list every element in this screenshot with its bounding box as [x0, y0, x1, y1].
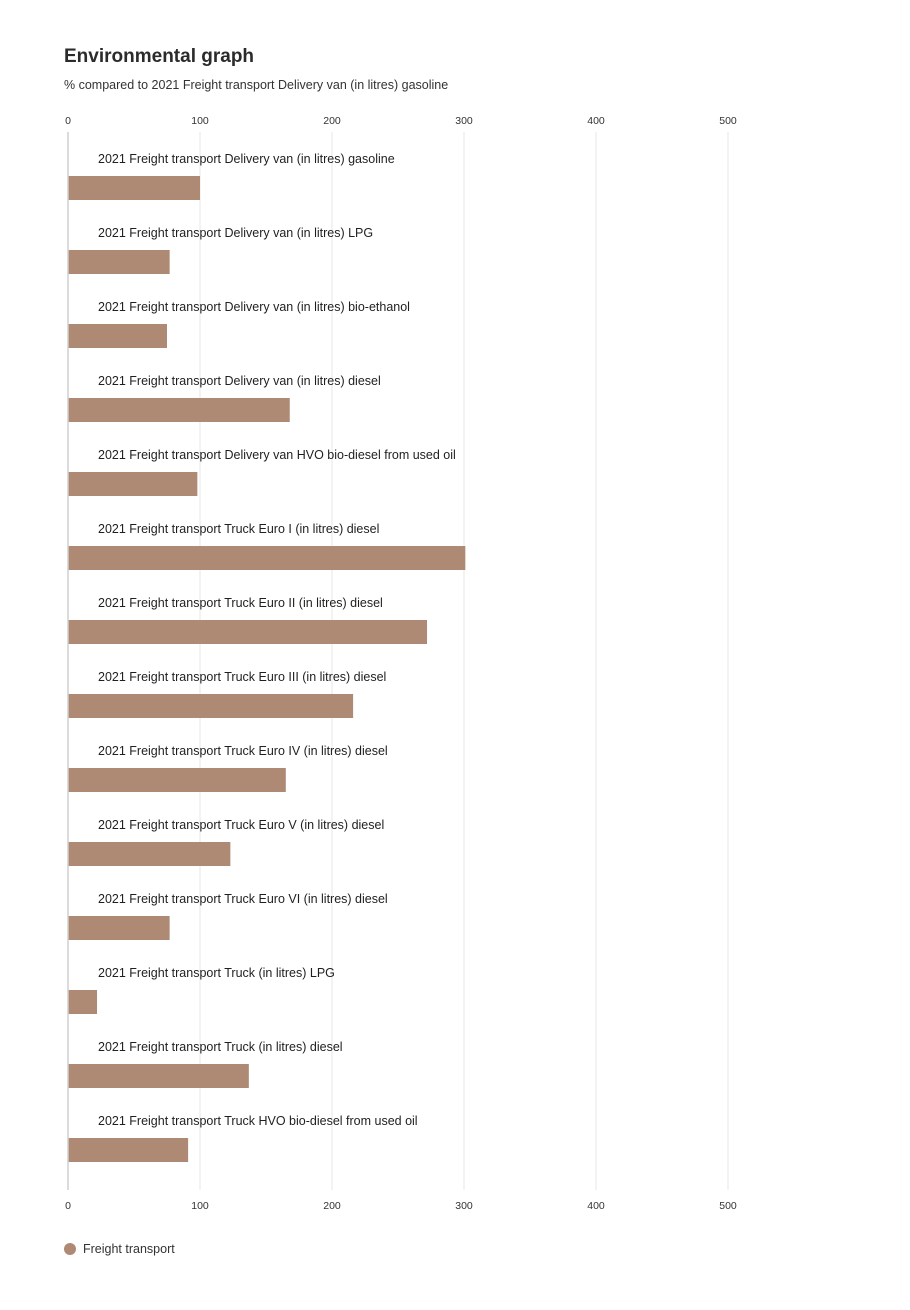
category-label: 2021 Freight transport Truck Euro VI (in litres) diesel	[98, 892, 388, 906]
category-label: 2021 Freight transport Truck Euro I (in litres) diesel	[98, 522, 380, 536]
bar	[68, 768, 286, 792]
category-label: 2021 Freight transport Truck HVO bio-diesel from used oil	[98, 1114, 418, 1128]
category-label: 2021 Freight transport Truck Euro IV (in litres) diesel	[98, 744, 388, 758]
bar	[68, 250, 170, 274]
category-label: 2021 Freight transport Truck Euro III (in litres) diesel	[98, 670, 387, 684]
bar	[68, 546, 465, 570]
category-label: 2021 Freight transport Truck Euro V (in litres) diesel	[98, 818, 385, 832]
bar	[68, 398, 290, 422]
chart-subtitle: % compared to 2021 Freight transport Delivery van (in litres) gasoline	[64, 78, 449, 92]
category-label: 2021 Freight transport Truck Euro II (in litres) diesel	[98, 596, 383, 610]
bar	[68, 1064, 249, 1088]
bar	[68, 916, 170, 940]
bar	[68, 472, 197, 496]
category-label: 2021 Freight transport Truck (in litres) LPG	[98, 966, 335, 980]
bar	[68, 1138, 188, 1162]
bottom-tick-label: 200	[323, 1200, 341, 1212]
chart-title: Environmental graph	[64, 46, 255, 67]
top-tick-label: 500	[719, 115, 737, 127]
bottom-tick-label: 500	[719, 1200, 737, 1212]
bar	[68, 694, 353, 718]
category-label: 2021 Freight transport Delivery van (in litres) diesel	[98, 374, 381, 388]
top-tick-label: 300	[455, 115, 473, 127]
bar	[68, 176, 200, 200]
bar	[68, 620, 427, 644]
category-label: 2021 Freight transport Delivery van HVO bio-diesel from used oil	[98, 448, 456, 462]
category-label: 2021 Freight transport Delivery van (in litres) bio-ethanol	[98, 300, 410, 314]
top-tick-label: 100	[191, 115, 209, 127]
top-tick-label: 200	[323, 115, 341, 127]
bottom-tick-label: 400	[587, 1200, 605, 1212]
bar	[68, 842, 230, 866]
top-tick-label: 0	[65, 115, 71, 127]
bottom-tick-label: 0	[65, 1200, 71, 1212]
category-label: 2021 Freight transport Truck (in litres) diesel	[98, 1040, 343, 1054]
legend-swatch	[64, 1243, 76, 1255]
bar	[68, 324, 167, 348]
legend-label: Freight transport	[83, 1242, 175, 1256]
bottom-tick-label: 100	[191, 1200, 209, 1212]
category-label: 2021 Freight transport Delivery van (in litres) gasoline	[98, 152, 395, 166]
bottom-tick-label: 300	[455, 1200, 473, 1212]
category-label: 2021 Freight transport Delivery van (in litres) LPG	[98, 226, 374, 240]
bar	[68, 990, 97, 1014]
legend	[64, 1242, 175, 1256]
top-tick-label: 400	[587, 115, 605, 127]
